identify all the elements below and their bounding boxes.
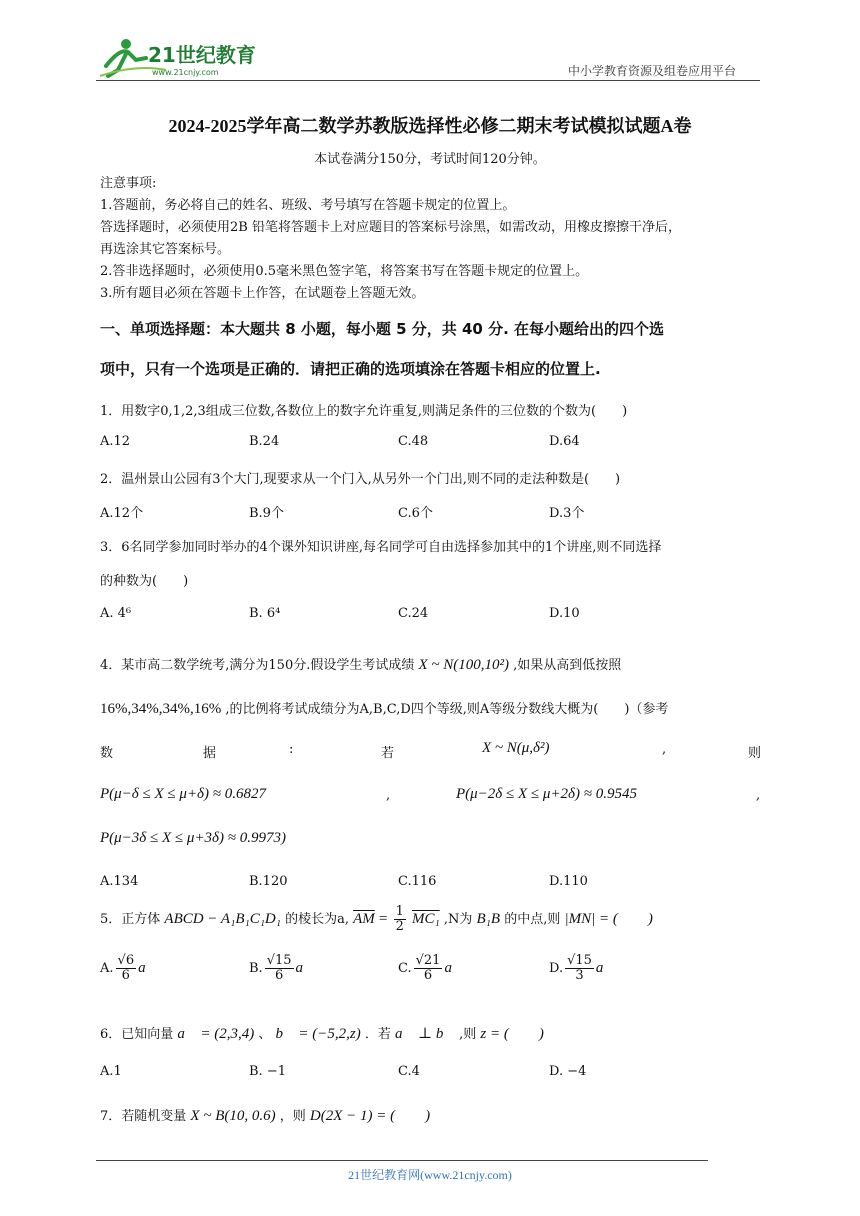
frac-num: √21: [415, 953, 441, 968]
q4-ref-word: ,: [662, 742, 667, 757]
header-divider: [96, 80, 760, 81]
q5-text: ,N为: [443, 912, 473, 927]
q6-perp: a⃗ ⊥ b⃗: [395, 1026, 455, 1042]
q4-ref-word: :: [289, 742, 294, 757]
option-c: C.116: [398, 874, 437, 889]
question-4: [100, 654, 621, 674]
option-d: D. −4: [549, 1064, 587, 1079]
q4-distribution: X ~ N(100,10²): [418, 657, 510, 673]
option-a: [100, 954, 146, 983]
q6-vector-a: a⃗ = (2,3,4): [177, 1026, 255, 1042]
option-fraction: [265, 954, 294, 983]
question-3-cont: 的种数为( ): [100, 574, 189, 589]
note-line: 1.答题前，务必将自己的姓名、班级、考号填写在答题卡规定的位置上。: [100, 198, 516, 213]
option-c: C.48: [398, 434, 429, 449]
exam-subtitle: 本试卷满分150分，考试时间120分钟。: [314, 152, 546, 167]
option-var: a: [595, 960, 604, 976]
option-var: a: [138, 960, 146, 976]
q4-prob-3: P(μ−3δ ≤ X ≤ μ+3δ) ≈ 0.9973): [100, 830, 287, 846]
option-var: a: [295, 960, 304, 976]
logo: [96, 36, 266, 80]
option-a: A.12: [100, 434, 131, 449]
note-line: 答选择题时，必须使用2B 铅笔将答题卡上对应题目的答案标号涂黑，如需改动，用橡皮擦擦干净后，: [100, 220, 681, 235]
option-label: D.: [549, 961, 564, 976]
option-c: C.4: [398, 1064, 420, 1079]
q4-sep: ,: [756, 788, 761, 803]
q6-text: ,则: [459, 1027, 477, 1042]
option-d: [549, 954, 603, 983]
q4-ref-dist: X ~ N(μ,δ²): [482, 740, 550, 756]
q6-sep: 、: [258, 1027, 272, 1042]
q5-vector-am: $\overline{AM}$: [353, 911, 375, 927]
option-a: A.1: [100, 1064, 122, 1079]
logo-url: www.21cnjy.com: [152, 68, 219, 77]
frac-den: 3: [575, 968, 584, 983]
exam-title: 2024-2025学年高二数学苏教版选择性必修二期末考试模拟试题A卷: [168, 116, 692, 136]
option-fraction: [116, 954, 137, 983]
option-c: C.24: [398, 606, 429, 621]
option-d: D.110: [549, 874, 588, 889]
q5-eq: =: [378, 911, 388, 927]
question-7: [100, 1104, 430, 1125]
option-var: a: [444, 960, 452, 976]
option-b: [249, 954, 303, 983]
q6-vector-b: b⃗ = (−5,2,z): [275, 1026, 361, 1042]
option-b: B.120: [249, 874, 288, 889]
option-d: D.10: [549, 606, 580, 621]
q5-b1b: B₁B: [476, 911, 501, 927]
section-heading: 一、单项选择题：本大题共 8 小题，每小题 5 分，共 40 分. 在每小题给出的四个选: [100, 320, 665, 338]
option-b: B.24: [249, 434, 280, 449]
option-a: A. 4⁶: [100, 606, 132, 621]
q5-text: 的棱长为a,: [285, 912, 349, 927]
section-heading: 项中，只有一个选项是正确的．请把正确的选项填涂在答题卡相应的位置上.: [100, 360, 601, 378]
option-a: A.134: [100, 874, 139, 889]
q5-cube: ABCD − A₁B₁C₁D₁: [164, 911, 281, 927]
option-label: C.: [398, 961, 412, 976]
question-3: 3．6名同学参加同时举办的4个课外知识讲座,每名同学可自由选择参加其中的1个讲座,则不同选择: [100, 540, 662, 555]
q7-ask: D(2X − 1) = ( ): [309, 1108, 431, 1124]
q5-vector-mc1: MC₁: [411, 911, 440, 927]
q4-ref-word: 若: [381, 746, 395, 761]
logo-text: 21世纪教育: [148, 43, 256, 67]
q5-text: 的中点,则: [504, 912, 561, 927]
option-b: B. −1: [249, 1064, 286, 1079]
q5-mn: |MN| = ( ): [564, 911, 653, 927]
note-line: 再选涂其它答案标号。: [100, 242, 231, 257]
option-d: D.3个: [549, 506, 585, 521]
option-d: D.64: [549, 434, 580, 449]
option-c: [398, 954, 452, 983]
option-b: B. 6⁴: [249, 606, 281, 621]
q4-text: 4．某市高二数学统考,满分为150分.假设学生考试成绩: [100, 658, 415, 673]
q6-ask: z = ( ): [480, 1026, 544, 1042]
q4-ref-word: 数: [100, 746, 114, 761]
question-2: 2．温州景山公园有3个大门,现要求从一个门入,从另外一个门出,则不同的走法种数是( ): [100, 472, 621, 487]
q4-prob-2: P(μ−2δ ≤ X ≤ μ+2δ) ≈ 0.9545: [456, 786, 638, 802]
q6-text: ．若: [364, 1027, 391, 1042]
note-line: 3.所有题目必须在答题卡上作答，在试题卷上答题无效。: [100, 286, 425, 301]
q7-dist: X ~ B(10, 0.6): [190, 1108, 276, 1124]
q4-ref-word: 据: [203, 746, 217, 761]
platform-name: 中小学教育资源及组卷应用平台: [568, 64, 737, 78]
q5-fraction: [394, 905, 406, 934]
q7-text: ，则: [279, 1109, 306, 1124]
q6-text: 6．已知向量: [100, 1027, 174, 1042]
frac-num: √15: [567, 953, 592, 968]
option-a: A.12个: [100, 506, 144, 521]
frac-den: 2: [395, 919, 404, 934]
note-line: 2.答非选择题时，必须使用0.5毫米黑色签字笔，将答案书写在答题卡规定的位置上。: [100, 264, 589, 279]
option-b: B.9个: [249, 506, 284, 521]
q7-text: 7．若随机变量: [100, 1109, 187, 1124]
option-fraction: [414, 954, 443, 983]
frac-num: 1: [395, 904, 404, 919]
frac-den: 6: [121, 968, 130, 983]
q4-text: ,的比例将考试成绩分为A,B,C,D四个等级,则A等级分数线大概为( )（参考: [225, 702, 669, 717]
frac-num: √6: [117, 953, 135, 968]
q4-prob-1: P(μ−δ ≤ X ≤ μ+δ) ≈ 0.6827: [100, 786, 267, 802]
footer-link[interactable]: 21世纪教育网(www.21cnjy.com): [348, 1168, 512, 1182]
q4-ref-word: 则: [748, 746, 762, 761]
question-5: [100, 904, 653, 935]
frac-den: 6: [274, 968, 284, 983]
question-4-cont: [100, 698, 668, 718]
frac-num: √15: [266, 953, 292, 968]
q4-sep: ,: [386, 788, 391, 803]
q4-text: ,如果从高到低按照: [513, 658, 622, 673]
option-fraction: [565, 954, 594, 983]
question-6: [100, 1022, 544, 1043]
option-label: A.: [100, 961, 114, 976]
option-c: C.6个: [398, 506, 433, 521]
frac-den: 6: [423, 968, 433, 983]
q5-text: 5．正方体: [100, 912, 161, 927]
q4-ratios: 16%,34%,34%,16%: [100, 701, 222, 717]
option-label: B.: [249, 961, 263, 976]
question-1: 1．用数字0,1,2,3组成三位数,各数位上的数字允许重复,则满足条件的三位数的个数为( ): [100, 404, 628, 419]
footer-divider: [96, 1160, 708, 1161]
notes-heading: 注意事项:: [100, 176, 157, 191]
